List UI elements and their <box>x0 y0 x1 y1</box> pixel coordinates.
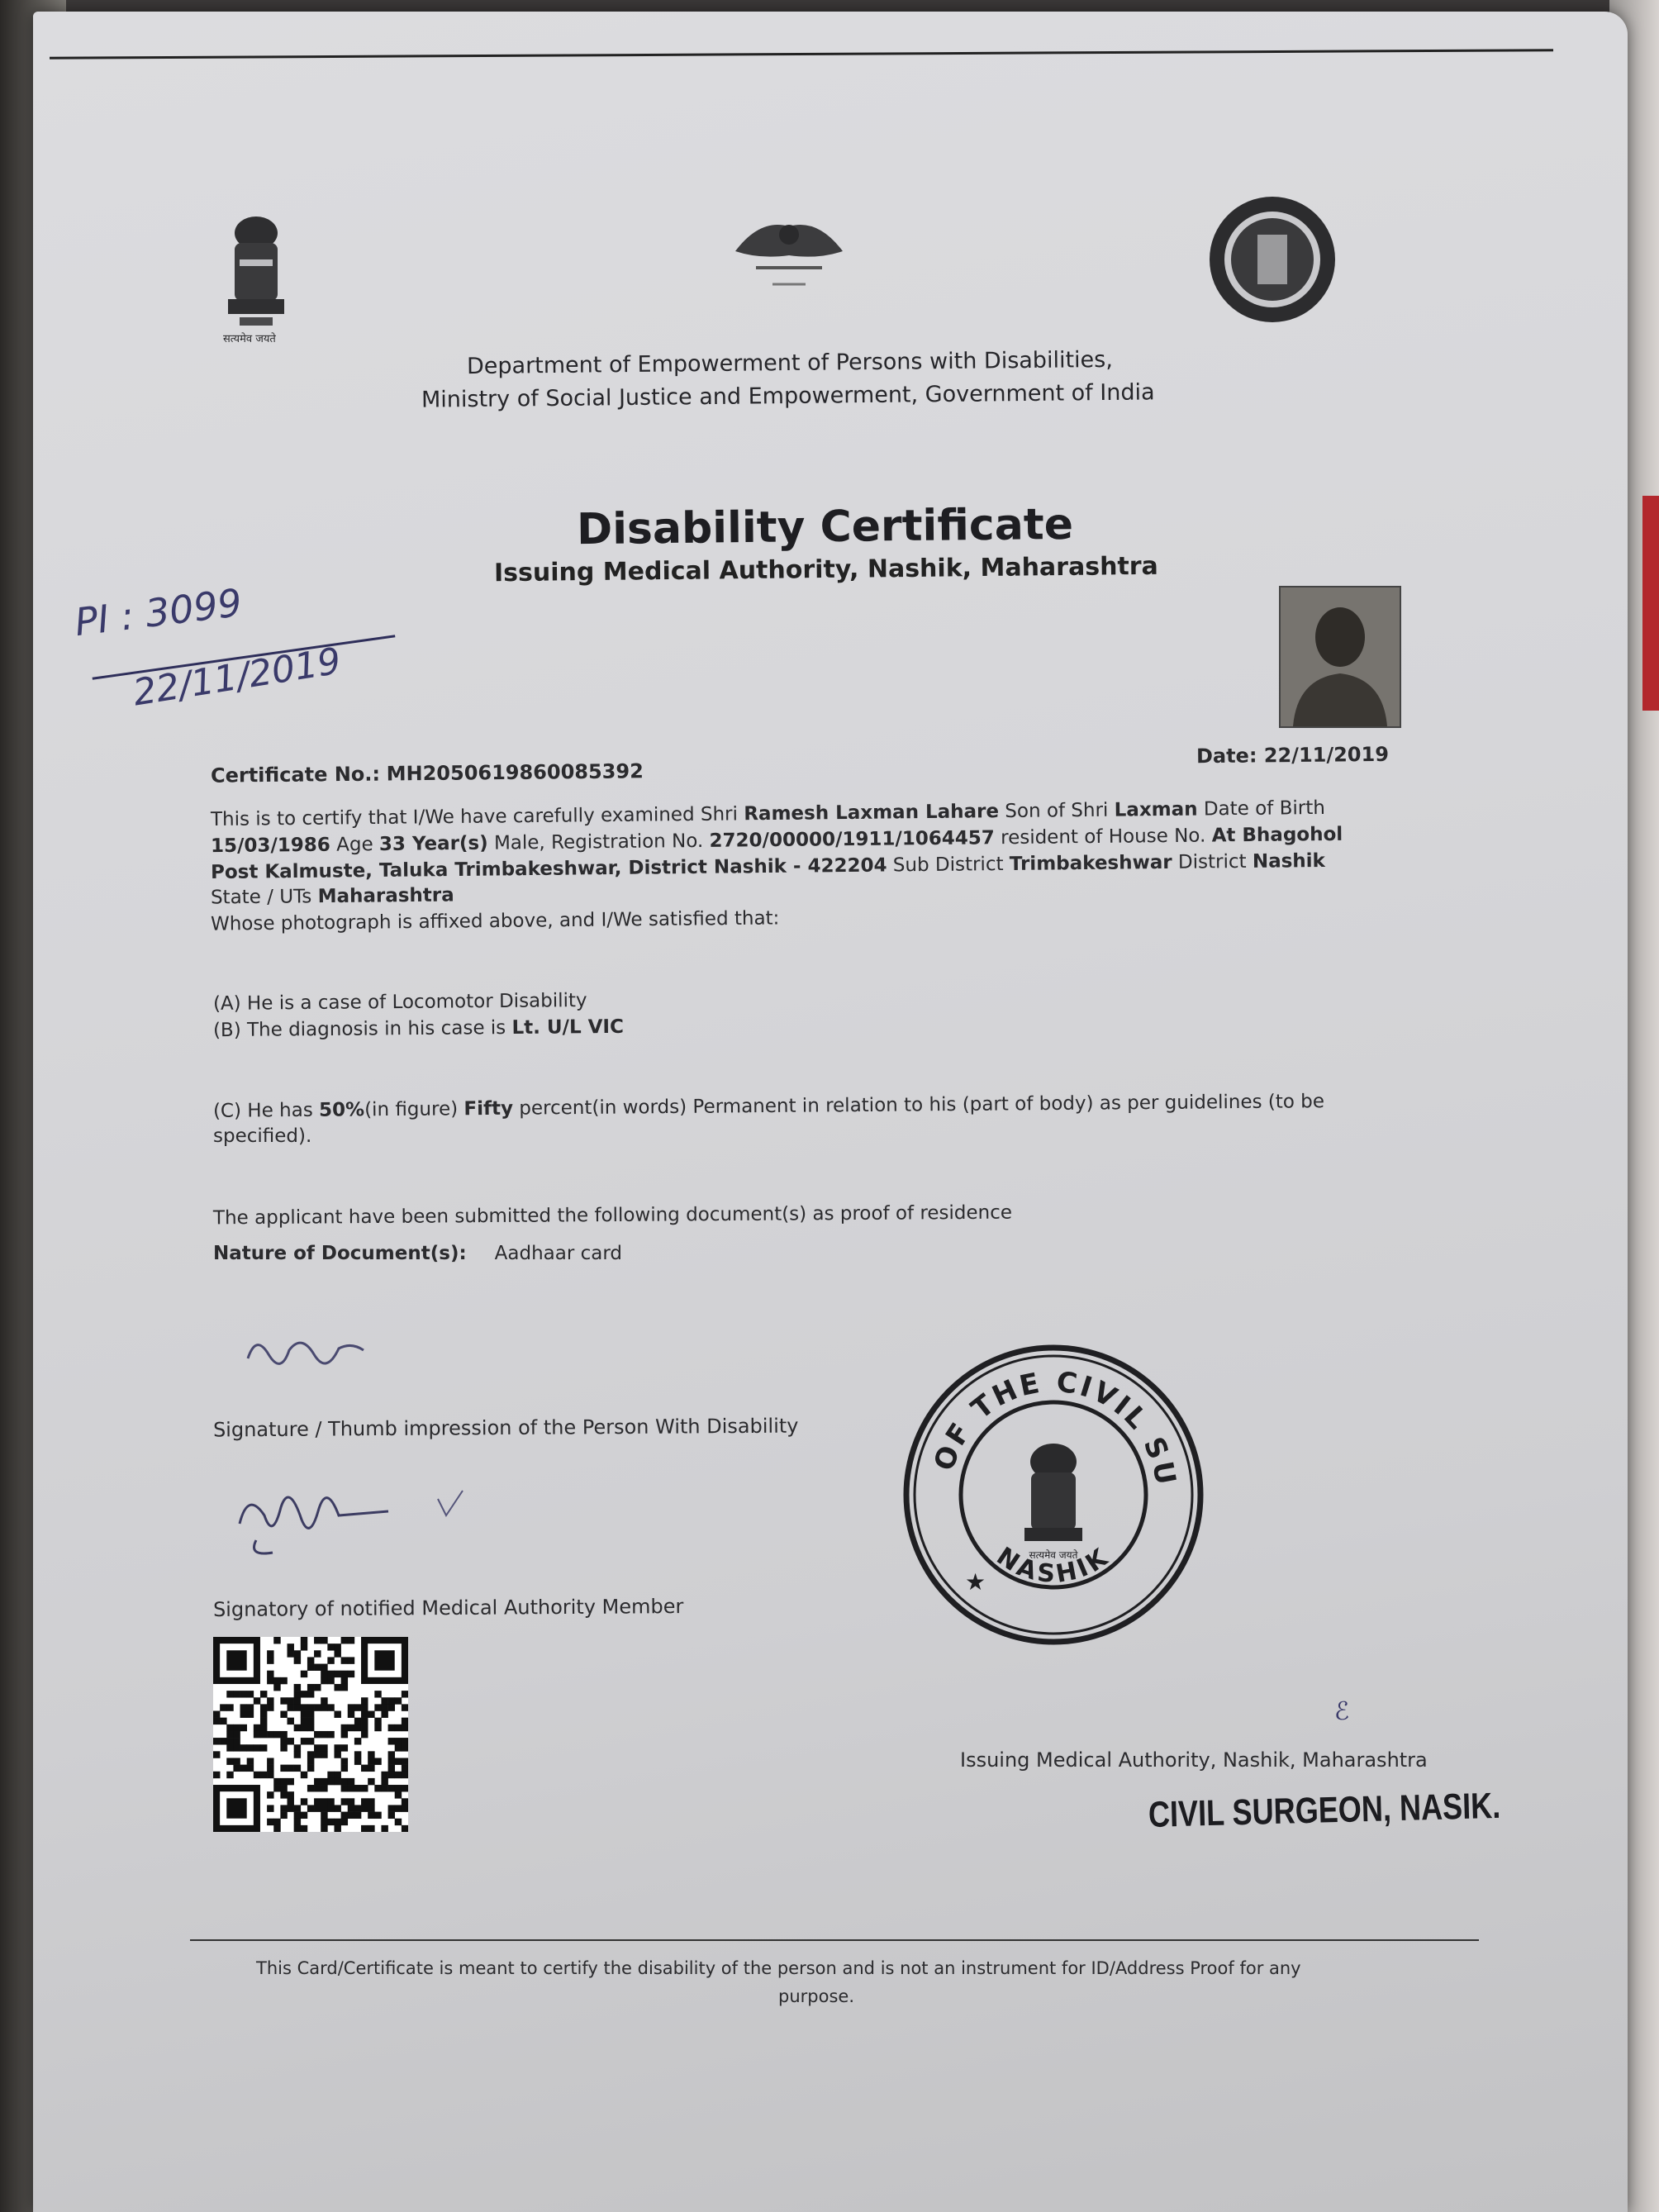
pwd-signature-label: Signature / Thumb impression of the Person With Disability <box>212 1414 799 1442</box>
footer-line-2: purpose. <box>778 1986 854 2006</box>
state: Maharashtra <box>317 884 454 908</box>
point-a: (A) He is a case of Locomotor Disability <box>212 990 587 1015</box>
background-red-object <box>1642 496 1659 711</box>
pwd-signature <box>240 1325 372 1375</box>
document-label: Nature of Document(s): <box>213 1243 467 1264</box>
applicant-name: Ramesh Laxman Lahare <box>744 801 1000 825</box>
state-seal-icon <box>1206 193 1338 326</box>
disability-percent-words: Fifty <box>463 1097 514 1120</box>
disability-percent: 50% <box>318 1099 365 1121</box>
handwritten-pi-number: PI : 3099 <box>72 579 245 645</box>
registration-number: 2720/00000/1911/1064457 <box>709 827 995 852</box>
qr-code <box>213 1637 408 1832</box>
civil-surgeon-stamp-text: CIVIL SURGEON, NASIK. <box>1148 1785 1501 1835</box>
stamp-emblem-icon <box>1024 1444 1082 1541</box>
residence-proof-line: The applicant have been submitted the following document(s) as proof of residence <box>212 1201 1013 1230</box>
applicant-age: 33 Year(s) <box>378 832 488 856</box>
stamp-emblem-caption: सत्यमेव जयते <box>1029 1549 1078 1561</box>
body-line-4: State / UTs Maharashtra <box>210 884 454 909</box>
document-value: Aadhaar card <box>494 1243 623 1264</box>
issue-date: Date: 22/11/2019 <box>1196 742 1390 768</box>
issuing-authority-line: Issuing Medical Authority, Nashik, Maharashtra <box>960 1748 1428 1772</box>
point-c: (C) He has 50%(in figure) Fifty percent(in words) Permanent in relation to his (part of body) as per guidelines (to be <box>212 1091 1325 1122</box>
house: At Bhagohol <box>1211 823 1343 847</box>
top-border-line <box>50 49 1553 59</box>
certificate-subtitle: Issuing Medical Authority, Nashik, Maharashtra <box>493 551 1159 588</box>
body-line-5: Whose photograph is affixed above, and I/We satisfied that: <box>210 907 780 935</box>
header-line-2: Ministry of Social Justice and Empowerment, Government of India <box>421 379 1155 413</box>
footer-line-1: This Card/Certificate is meant to certify the disability of the person and is not an instrument for ID/Address Proof for any <box>256 1958 1301 1978</box>
stamp-top-text: OF THE CIVIL SU <box>927 1365 1183 1490</box>
district: Nashik <box>1252 849 1326 873</box>
applicant-photo <box>1279 586 1401 728</box>
body-line-1: This is to certify that I/We have carefully examined Shri Ramesh Laxman Lahare Son of Shri Laxman Date of Birth <box>210 797 1325 831</box>
authority-initials: ℰ <box>1334 1697 1350 1726</box>
point-b: (B) The diagnosis in his case is Lt. U/L VIC <box>212 1016 625 1042</box>
stamp-bottom-text: NASHIK <box>991 1541 1116 1590</box>
emblem-caption: सत्यमेव जयते <box>223 333 276 345</box>
document-row <box>213 1244 622 1263</box>
date-of-birth: 15/03/1986 <box>210 834 330 858</box>
department-logo-icon <box>727 210 851 309</box>
national-emblem-icon <box>215 210 297 350</box>
footer-divider <box>190 1939 1479 1941</box>
diagnosis: Lt. U/L VIC <box>511 1016 625 1039</box>
certificate-number-row <box>211 761 644 785</box>
address: Post Kalmuste, Taluka Trimbakeshwar, District Nashik - 422204 <box>210 854 887 884</box>
header-line-1: Department of Empowerment of Persons with Disabilities, <box>466 346 1114 380</box>
certificate-number-label: Certificate No.: <box>210 762 381 787</box>
medical-authority-signature <box>223 1474 471 1565</box>
body-line-3: Post Kalmuste, Taluka Trimbakeshwar, District Nashik - 422204 Sub District Trimbakeshwar District Nashik <box>210 849 1326 884</box>
father-name: Laxman <box>1114 798 1198 821</box>
handwritten-date: 22/11/2019 <box>130 640 345 715</box>
certificate-page <box>33 12 1628 2212</box>
signatory-label: Signatory of notified Medical Authority Member <box>212 1595 684 1621</box>
sub-district: Trimbakeshwar <box>1009 851 1172 875</box>
certificate-title: Disability Certificate <box>576 499 1074 555</box>
point-c-continued: specified). <box>213 1125 312 1147</box>
civil-surgeon-stamp <box>901 1342 1206 1648</box>
body-line-2: 15/03/1986 Age 33 Year(s) Male, Registration No. 2720/00000/1911/1064457 resident of House No. At Bhagohol <box>210 823 1343 858</box>
svg-text:★: ★ <box>965 1568 986 1596</box>
certificate-number-value: MH2050619860085392 <box>386 759 644 786</box>
